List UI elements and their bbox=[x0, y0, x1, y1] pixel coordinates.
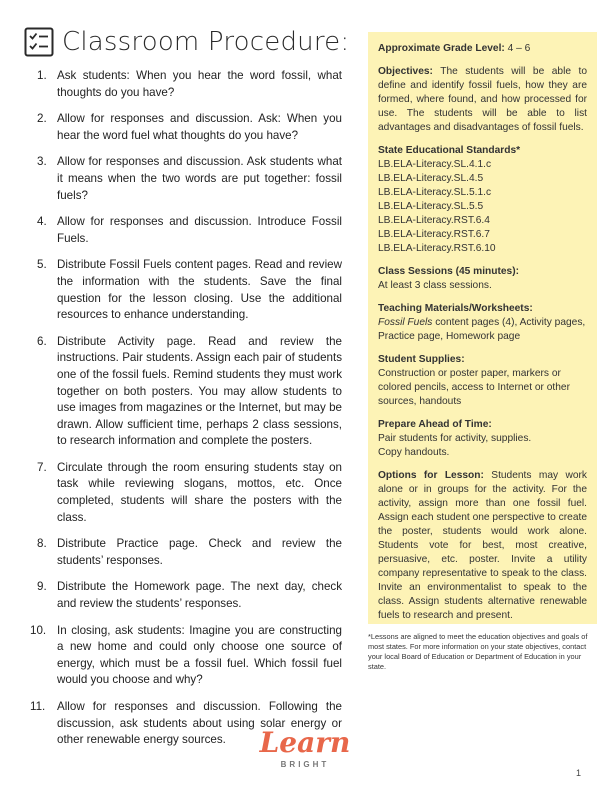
standard-item: LB.ELA-Literacy.RST.6.4 bbox=[378, 215, 490, 226]
step-number: 8. bbox=[37, 537, 47, 551]
step-number: 2. bbox=[37, 112, 47, 126]
objectives-label: Objectives: bbox=[378, 66, 433, 77]
objectives-text: The students will be able to define and identify fossil fuels, how they are formed, where found, and how processed for use. The students will be able to list advantages and disadvantages of fossil fuels. bbox=[378, 66, 587, 133]
standard-item: LB.ELA-Literacy.SL.4.5 bbox=[378, 173, 484, 184]
options-label: Options for Lesson: bbox=[378, 470, 484, 481]
procedure-step bbox=[30, 334, 342, 450]
lesson-info-panel bbox=[368, 32, 597, 624]
procedure-step bbox=[30, 579, 342, 612]
procedure-step bbox=[30, 536, 342, 569]
step-text: Distribute the Homework page. The next day, check and review the students’ responses. bbox=[57, 580, 342, 611]
sessions-label: Class Sessions (45 minutes): bbox=[378, 266, 519, 277]
standards-label: State Educational Standards* bbox=[378, 145, 521, 156]
step-text: Ask students: When you hear the word fossil, what thoughts do you have? bbox=[57, 69, 342, 99]
procedure-step bbox=[30, 111, 342, 144]
supplies-label: Student Supplies: bbox=[378, 354, 465, 365]
materials-label: Teaching Materials/Worksheets: bbox=[378, 303, 533, 314]
standards-list bbox=[378, 158, 587, 256]
step-text: Allow for responses and discussion. Introduce Fossil Fuels. bbox=[57, 215, 342, 245]
step-number: 4. bbox=[37, 215, 47, 229]
options-text: Students may work alone or in groups for the activity. For the activity, assign more than one fossil fuel. Assign each student one perspective to create the poster, students would work alone. Students vote for best, most creative, persuasive, etc. poster. Invite a utility company representative to speak to the class. Invite an environmentalist to speak to the class. Assign students alternative renewable fuels to research and present. bbox=[378, 470, 587, 621]
grade-level-value: 4 – 6 bbox=[504, 43, 531, 54]
procedure-step bbox=[30, 257, 342, 323]
step-text: In closing, ask students: Imagine you are constructing a new home and could only choose one source of energy, which must be a fossil fuel. Which fossil fuel would you choose and why? bbox=[57, 623, 342, 687]
materials-section bbox=[378, 302, 587, 344]
step-number: 11. bbox=[30, 700, 46, 713]
sessions-section bbox=[378, 265, 587, 293]
logo-brand: Learn bbox=[259, 726, 351, 759]
step-text: Circulate through the room ensuring students stay on task while reviewing slogans, mottos, etc. Once completed, students will share the posters with the class. bbox=[57, 460, 342, 524]
procedure-step bbox=[30, 154, 342, 204]
page-title: Classroom Procedure: bbox=[62, 27, 350, 57]
procedure-list bbox=[30, 68, 342, 759]
prepare-line: Pair students for activity, supplies. bbox=[378, 433, 532, 444]
procedure-step bbox=[30, 68, 342, 101]
checklist-icon bbox=[24, 27, 54, 57]
step-number: 3. bbox=[37, 155, 47, 169]
options-section bbox=[378, 469, 587, 623]
supplies-text: Construction or poster paper, markers or colored pencils, access to Internet or other sources, handouts bbox=[378, 368, 570, 407]
objectives-section bbox=[378, 65, 587, 135]
grade-level-label: Approximate Grade Level: bbox=[378, 43, 505, 54]
standard-item: LB.ELA-Literacy.SL.5.5 bbox=[378, 201, 484, 212]
step-number: 1. bbox=[37, 69, 47, 82]
grade-level-section bbox=[378, 42, 587, 56]
standards-section bbox=[378, 144, 587, 256]
procedure-step bbox=[30, 214, 342, 247]
supplies-section bbox=[378, 353, 587, 409]
page-header bbox=[24, 22, 349, 62]
standard-item: LB.ELA-Literacy.SL.5.1.c bbox=[378, 187, 492, 198]
prepare-line: Copy handouts. bbox=[378, 447, 450, 458]
prepare-section bbox=[378, 418, 587, 460]
step-number: 10. bbox=[30, 623, 47, 637]
page-number: 1 bbox=[576, 768, 582, 778]
logo-subtitle: BRIGHT bbox=[280, 760, 330, 769]
procedure-step bbox=[30, 623, 342, 689]
step-text: Allow for responses and discussion. Ask students what it means when the two words are put together: fossil fuels? bbox=[57, 155, 342, 202]
step-number: 7. bbox=[37, 460, 47, 474]
learn-bright-logo bbox=[250, 728, 360, 784]
prepare-label: Prepare Ahead of Time: bbox=[378, 419, 492, 430]
step-text: Distribute Fossil Fuels content pages. Read and review the information with the students. Save the final question for the lesson closing. Use the additional resources to enhance understanding. bbox=[57, 258, 342, 322]
standard-item: LB.ELA-Literacy.RST.6.10 bbox=[378, 243, 496, 254]
materials-text: content pages (4), Activity pages, Practice page, Homework page bbox=[378, 317, 586, 342]
standard-item: LB.ELA-Literacy.SL.4.1.c bbox=[378, 159, 492, 170]
step-number: 5. bbox=[37, 258, 47, 272]
sessions-text: At least 3 class sessions. bbox=[378, 280, 492, 291]
materials-title: Fossil Fuels bbox=[378, 317, 433, 328]
step-text: Allow for responses and discussion. Following the discussion, ask students about using solar energy or other renewable energy sources. bbox=[57, 700, 342, 747]
standard-item: LB.ELA-Literacy.RST.6.7 bbox=[378, 229, 490, 240]
step-number: 9. bbox=[37, 580, 47, 594]
step-number: 6. bbox=[37, 334, 47, 348]
procedure-step bbox=[30, 460, 342, 526]
step-text: Distribute Activity page. Read and review the instructions. Pair students. Assign each pair of students one of the fossil fuels. Remind students they must work together on both posters. You may allow students to use images from magazines or the Internet, but may be drawn. Allow sufficient time, perhaps 2 class sessions, to research information and complete the posters. bbox=[57, 334, 342, 448]
step-text: Distribute Practice page. Check and review the students’ responses. bbox=[57, 537, 342, 567]
standards-footnote: *Lessons are aligned to meet the education objectives and goals of most states. For more information on your state objectives, contact your local Board of Education or Department of Education in your state. bbox=[368, 632, 588, 671]
step-text: Allow for responses and discussion. Ask: When you hear the word fuel what thoughts do you have? bbox=[57, 112, 342, 142]
